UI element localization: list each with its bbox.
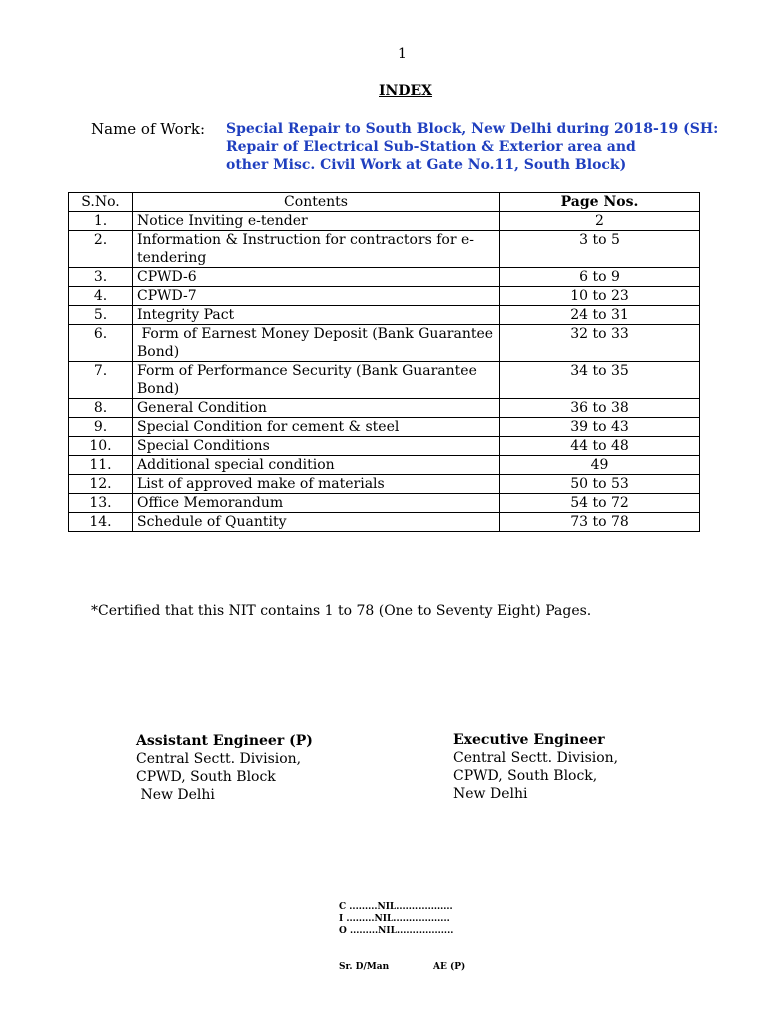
row-pages: 50 to 53 bbox=[500, 475, 700, 494]
table-row bbox=[69, 513, 700, 532]
signatory-line: CPWD, South Block bbox=[136, 769, 276, 785]
table-row bbox=[69, 456, 700, 475]
row-contents: Information & Instruction for contractors for e-tendering bbox=[133, 231, 500, 268]
row-contents: Notice Inviting e-tender bbox=[133, 212, 500, 231]
row-sno: 8. bbox=[69, 399, 133, 418]
work-line-1: Special Repair to South Block, New Delhi during 2018-19 (SH: bbox=[226, 121, 719, 137]
table-row bbox=[69, 325, 700, 362]
row-sno: 12. bbox=[69, 475, 133, 494]
table-row bbox=[69, 212, 700, 231]
row-sno: 14. bbox=[69, 513, 133, 532]
table-row bbox=[69, 231, 700, 268]
row-sno: 6. bbox=[69, 325, 133, 362]
row-pages: 2 bbox=[500, 212, 700, 231]
row-sno: 5. bbox=[69, 306, 133, 325]
row-sno: 9. bbox=[69, 418, 133, 437]
cio-o-line: O .........NIL.................. bbox=[339, 926, 454, 936]
signatory-line: New Delhi bbox=[136, 787, 215, 803]
row-contents: Office Memorandum bbox=[133, 494, 500, 513]
row-contents: Additional special condition bbox=[133, 456, 500, 475]
signature-block-assistant-engineer bbox=[136, 732, 313, 804]
signatory-line: CPWD, South Block, bbox=[453, 768, 598, 784]
signatory-designation: Executive Engineer bbox=[453, 732, 605, 748]
table-row bbox=[69, 418, 700, 437]
row-contents: Schedule of Quantity bbox=[133, 513, 500, 532]
row-contents: Special Condition for cement & steel bbox=[133, 418, 500, 437]
name-of-work-text bbox=[226, 120, 746, 174]
table-header-row bbox=[69, 193, 700, 212]
table-row bbox=[69, 437, 700, 456]
table-row bbox=[69, 287, 700, 306]
signatory-line: Central Sectt. Division, bbox=[453, 750, 619, 766]
signatory-line: Central Sectt. Division, bbox=[136, 751, 302, 767]
work-line-3: other Misc. Civil Work at Gate No.11, South Block) bbox=[226, 157, 627, 173]
row-contents: Form of Performance Security (Bank Guarantee Bond) bbox=[133, 362, 500, 399]
row-pages: 6 to 9 bbox=[500, 268, 700, 287]
table-row bbox=[69, 362, 700, 399]
row-sno: 7. bbox=[69, 362, 133, 399]
row-pages: 3 to 5 bbox=[500, 231, 700, 268]
row-contents: Integrity Pact bbox=[133, 306, 500, 325]
row-contents: CPWD-7 bbox=[133, 287, 500, 306]
row-contents: Form of Earnest Money Deposit (Bank Guarantee Bond) bbox=[133, 325, 500, 362]
row-sno: 4. bbox=[69, 287, 133, 306]
row-pages: 54 to 72 bbox=[500, 494, 700, 513]
cio-i-line: I .........NIL.................. bbox=[339, 914, 450, 924]
signature-block-executive-engineer bbox=[453, 731, 618, 803]
index-table bbox=[68, 192, 700, 532]
header-sno: S.No. bbox=[69, 193, 133, 212]
work-line-2: Repair of Electrical Sub-Station & Exterior area and bbox=[226, 139, 636, 155]
row-pages: 34 to 35 bbox=[500, 362, 700, 399]
table-row bbox=[69, 494, 700, 513]
row-pages: 49 bbox=[500, 456, 700, 475]
table-row bbox=[69, 268, 700, 287]
table-row bbox=[69, 306, 700, 325]
row-pages: 44 to 48 bbox=[500, 437, 700, 456]
row-contents: Special Conditions bbox=[133, 437, 500, 456]
row-sno: 10. bbox=[69, 437, 133, 456]
row-contents: CPWD-6 bbox=[133, 268, 500, 287]
row-contents: General Condition bbox=[133, 399, 500, 418]
row-sno: 11. bbox=[69, 456, 133, 475]
table-row bbox=[69, 399, 700, 418]
cio-block bbox=[339, 901, 453, 937]
row-pages: 39 to 43 bbox=[500, 418, 700, 437]
header-contents: Contents bbox=[133, 193, 500, 212]
row-sno: 3. bbox=[69, 268, 133, 287]
row-pages: 32 to 33 bbox=[500, 325, 700, 362]
page-title: INDEX bbox=[379, 83, 433, 99]
name-of-work-label: Name of Work: bbox=[91, 120, 206, 138]
row-sno: 1. bbox=[69, 212, 133, 231]
cio-c-line: C .........NIL.................. bbox=[339, 902, 453, 912]
signatory-line: New Delhi bbox=[453, 786, 528, 802]
row-pages: 10 to 23 bbox=[500, 287, 700, 306]
row-sno: 13. bbox=[69, 494, 133, 513]
table-row bbox=[69, 475, 700, 494]
row-pages: 36 to 38 bbox=[500, 399, 700, 418]
row-sno: 2. bbox=[69, 231, 133, 268]
row-contents: List of approved make of materials bbox=[133, 475, 500, 494]
certification-note: *Certified that this NIT contains 1 to 78 (One to Seventy Eight) Pages. bbox=[91, 603, 592, 619]
footer-sr-dman: Sr. D/Man bbox=[339, 962, 390, 972]
row-pages: 73 to 78 bbox=[500, 513, 700, 532]
header-page-nos: Page Nos. bbox=[500, 193, 700, 212]
page-number: 1 bbox=[398, 46, 407, 62]
row-pages: 24 to 31 bbox=[500, 306, 700, 325]
footer-initials bbox=[339, 961, 479, 973]
signatory-designation: Assistant Engineer (P) bbox=[136, 733, 313, 749]
footer-ae-p: AE (P) bbox=[433, 962, 466, 972]
